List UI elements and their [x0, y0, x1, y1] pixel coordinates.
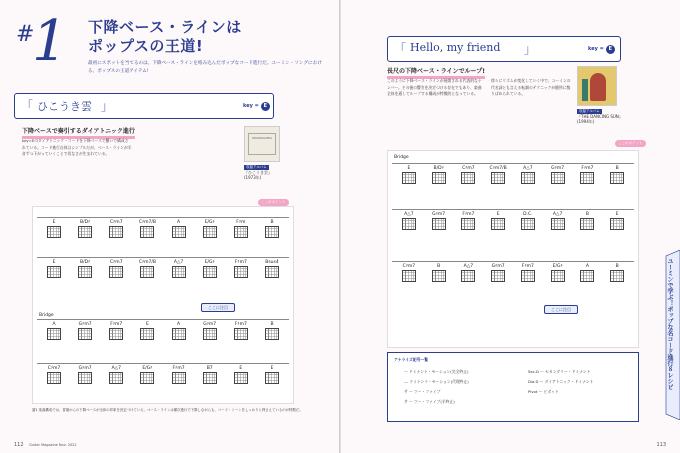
legend-item: Sec.D ー セカンダリー・ドミナント	[528, 369, 591, 374]
cover-caption-title: 『THE DANCING SUN』	[577, 113, 623, 119]
chord: G♯m7	[424, 212, 454, 230]
chord: E	[257, 366, 287, 384]
chord: B	[602, 264, 632, 282]
chord: A△7	[543, 212, 573, 230]
chord: B	[602, 166, 632, 184]
chord-row-2	[39, 260, 287, 278]
staff-line	[37, 319, 289, 320]
chord: E	[132, 322, 162, 340]
song-title-box	[387, 36, 621, 62]
chord: A	[164, 322, 194, 340]
open-bracket: 「	[394, 42, 407, 56]
legend-item: サ ー ツー・ファイブ	[404, 389, 441, 394]
chord: E	[39, 220, 69, 238]
legend-item: Pivot ー ピボット	[528, 389, 559, 394]
staff-line	[37, 217, 289, 218]
cover-caption-year: (1994年)	[577, 119, 595, 125]
staff-line	[392, 163, 634, 164]
chord: B	[424, 264, 454, 282]
chord: C♯m7/B	[483, 166, 513, 184]
cover-caption-year: (1973年)	[244, 175, 262, 181]
cover-caption-title: 『ひこうき雲』	[244, 169, 272, 175]
cover-frame: HIKOKIGUMO	[248, 133, 276, 155]
chord: C♯m7	[454, 166, 484, 184]
chord: A△7	[513, 166, 543, 184]
body-text-2: 徐々にリズムが変化していく中で、ユーミンの代名詞とも言える転調のテクニックが随所に散りばめられている。	[491, 78, 571, 97]
chord: F♯m7	[101, 322, 131, 340]
point-tag: ここがポイント	[258, 199, 289, 206]
close-bracket: 」	[524, 42, 537, 56]
staff-line	[37, 363, 289, 364]
staff-line	[37, 257, 289, 258]
chord: F♯m7	[164, 366, 194, 384]
chord: A△7	[101, 366, 131, 384]
song-title-box	[14, 93, 274, 119]
album-cover	[244, 126, 280, 162]
chord: A△7	[394, 212, 424, 230]
chord: E	[602, 212, 632, 230]
close-bracket: 」	[101, 99, 114, 113]
chord: G♯m7	[483, 264, 513, 282]
left-page	[0, 0, 339, 453]
chord: C♯m7/B	[132, 220, 162, 238]
chord: F♯m7	[454, 212, 484, 230]
lead-text: 最初にスポットを当てるのは、下降ベース・ラインを絡み込んだポップなコード進行だ。ユーミン・ソングにおける、ポップスの王道アイテム!	[88, 61, 322, 74]
folio-right	[656, 442, 666, 448]
folio-left	[14, 442, 77, 448]
chord-row-1	[39, 220, 287, 238]
magazine-name: Guitar Magazine Nov. 2022	[29, 443, 77, 447]
cover-caption-tag: 収録アルバム	[579, 109, 600, 113]
album-cover	[577, 66, 617, 106]
chord: A△7	[454, 264, 484, 282]
chord: B/D♯	[424, 166, 454, 184]
key-indicator	[588, 45, 615, 54]
cover-plant	[582, 79, 588, 101]
chord: E/G♯	[543, 264, 573, 282]
cover-caption-tag: 収録アルバム	[246, 165, 267, 169]
chord: A	[164, 220, 194, 238]
chord: E	[226, 366, 256, 384]
cover-caption	[577, 108, 623, 125]
body-text: key=Eのダイアトニック・コードを下降ベースで繋いで構成されている。コード進行自体はシンプルだが、ベース・ラインが半音ずつ下がっていくことで切なさが生まれている。	[22, 138, 132, 157]
bridge-label: Bridge	[394, 155, 409, 160]
key-value: E	[606, 45, 615, 54]
song-title: ひこうき雲	[37, 100, 92, 113]
body-text: このように下降ベース・ラインが展開される代表的なナンバー。その後の響きを決定づける存在でもあり、楽曲全体を通してループする構成が特徴的となっている。	[387, 78, 482, 97]
analysis-legend	[387, 352, 639, 422]
chord-row-2	[394, 212, 632, 230]
chord: F♯m7	[226, 260, 256, 278]
headline-line-2: ポップスの王道!	[88, 36, 204, 55]
key-indicator	[243, 102, 270, 111]
side-series-title: ユーミンで学ぶ！ポップな名コード進行８レシピ	[666, 258, 673, 390]
chord: C♯m7	[39, 366, 69, 384]
chord: E/G♯	[195, 260, 225, 278]
point-tag: ここがポイント	[615, 140, 646, 147]
chord: C♯m7	[101, 220, 131, 238]
chord: G♯m7	[195, 322, 225, 340]
chord: E	[39, 260, 69, 278]
cover-figure	[590, 73, 606, 101]
chord-row-1	[394, 166, 632, 184]
legend-item: Dia.D ー ダイアトニック・ドミナント	[528, 379, 594, 384]
chord: A	[39, 322, 69, 340]
section-number: 1	[32, 9, 68, 74]
key-value: E	[261, 102, 270, 111]
chord: G♯m7	[70, 322, 100, 340]
legend-item: サ ー ツー・ファイブ(半終止)	[404, 399, 455, 404]
chord: A△7	[164, 260, 194, 278]
section-title: 長尺の下降ベース・ラインでループ!	[387, 66, 485, 79]
song-title: Hello, my friend	[410, 41, 501, 54]
chord: F♯m7	[226, 322, 256, 340]
staff-line	[392, 209, 634, 210]
chord: B	[573, 212, 603, 230]
chord: E/G♯	[132, 366, 162, 384]
chord: D.C.	[513, 212, 543, 230]
score-left	[32, 206, 294, 404]
footnote: 譜1 楽曲構成では、冒頭からの下降ベースが全体の印象を決定づけている。ベース・ラインは順次進行で下降しながらも、コード・トーンをしっかりと押さえているのが特徴だ。	[32, 408, 303, 412]
chord: B	[257, 322, 287, 340]
bridge-label: Bridge	[39, 313, 54, 318]
section-title: 下降ベースで奏引するダイアトニック進行	[22, 126, 135, 139]
chord: B7	[195, 366, 225, 384]
page-number: 113	[656, 442, 666, 448]
chord-row-4	[39, 366, 287, 384]
legend-item: --- ドミナント・モーション(代理終止)	[404, 379, 469, 384]
legend-item: ー ドミナント・モーション(完全終止)	[404, 369, 469, 374]
chord: B	[257, 220, 287, 238]
chord: B/D♯	[70, 260, 100, 278]
open-bracket: 「	[21, 99, 34, 113]
chord: C♯m7/B	[132, 260, 162, 278]
page-number: 112	[14, 442, 24, 448]
chord: F♯m	[226, 220, 256, 238]
chord: F♯m7	[513, 264, 543, 282]
chord: C♯m7	[101, 260, 131, 278]
cover-caption	[244, 164, 272, 181]
chord: C♯m7	[394, 264, 424, 282]
chord: E	[483, 212, 513, 230]
chord-row-3	[394, 264, 632, 282]
highlight-note: ここに注目	[201, 303, 235, 312]
score-right	[387, 150, 639, 348]
section-hash: #	[16, 22, 35, 47]
chord: E	[394, 166, 424, 184]
headline-line-1: 下降ベース・ラインは	[88, 18, 242, 36]
chord: F♯m7	[573, 166, 603, 184]
chord: Bsus4	[257, 260, 287, 278]
chord-row-3	[39, 322, 287, 340]
chord: B/D♯	[70, 220, 100, 238]
chord: E/G♯	[195, 220, 225, 238]
highlight-note: ここに注目	[544, 305, 578, 314]
legend-title: アナライズ記号一覧	[394, 357, 429, 362]
chord: G♯m7	[70, 366, 100, 384]
key-label: key =	[588, 46, 604, 52]
staff-line	[392, 261, 634, 262]
headline	[88, 18, 242, 56]
chord: G♯m7	[543, 166, 573, 184]
key-label: key =	[243, 103, 259, 109]
chord: A	[573, 264, 603, 282]
right-page	[341, 0, 680, 453]
